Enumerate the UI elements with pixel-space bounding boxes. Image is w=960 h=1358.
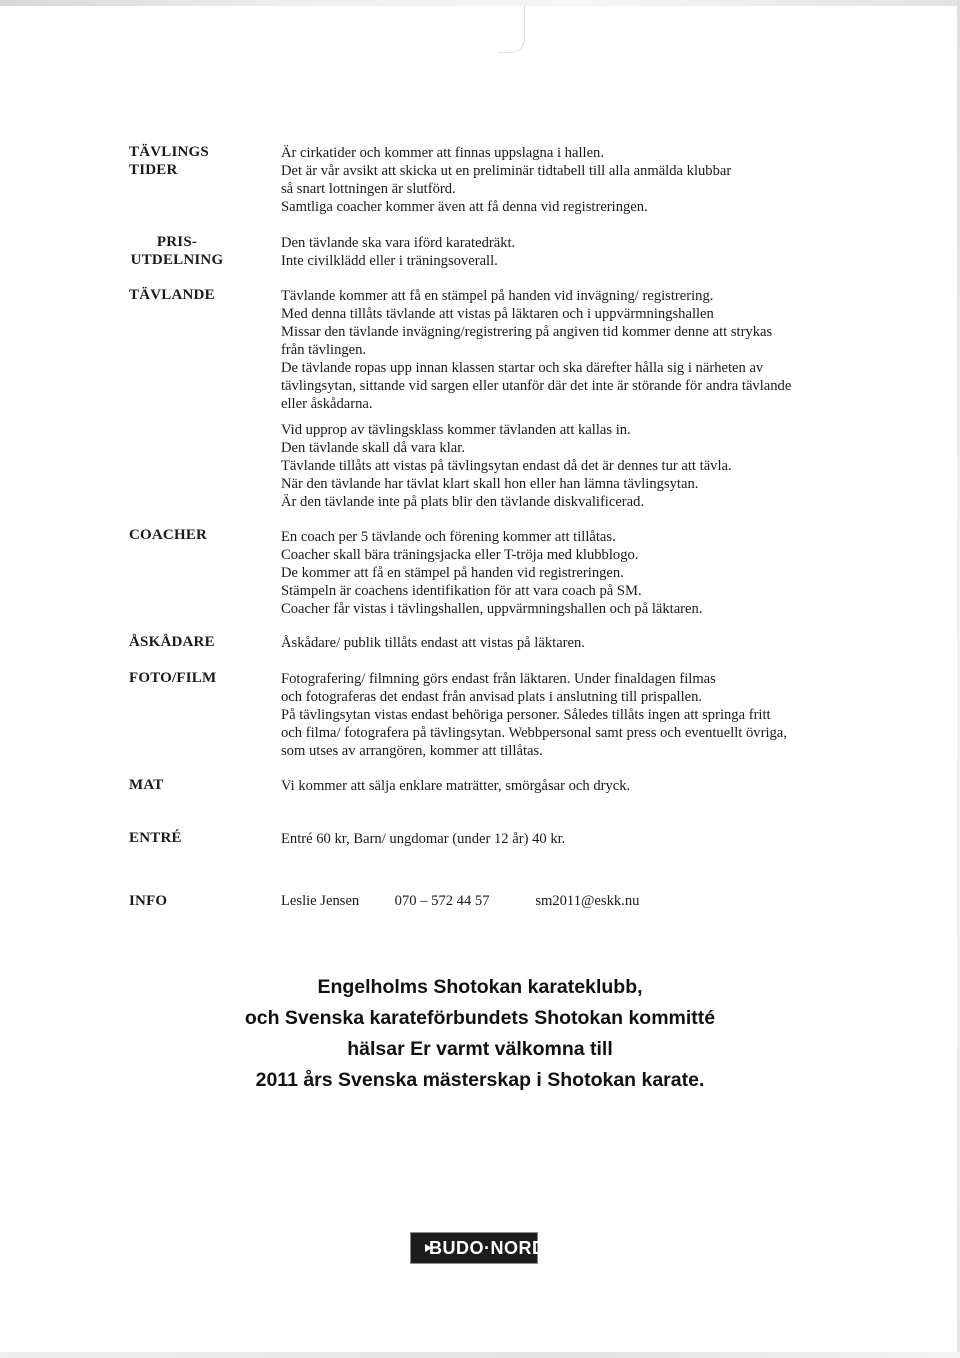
text-line: På tävlingsytan vistas endast behöriga personer. Således tillåts ingen att springa fritt bbox=[281, 707, 771, 723]
text-line: När den tävlande har tävlat klart skall hon eller han lämna tävlingsytan. bbox=[281, 476, 699, 492]
label-line: TÄVLINGS bbox=[129, 144, 209, 160]
text-line: eller åskådarna. bbox=[281, 396, 373, 412]
section-label-mat bbox=[129, 776, 259, 794]
text-line: och filma/ fotografera på tävlingsytan. Webbpersonal samt press och eventuellt övriga, bbox=[281, 725, 787, 741]
closing-line: 2011 års Svenska mästerskap i Shotokan karate. bbox=[255, 1069, 705, 1091]
text-line: Samtliga coacher kommer även att få denna vid registreringen. bbox=[281, 199, 648, 215]
label-line: FOTO/FILM bbox=[129, 670, 217, 686]
label-line: ENTRÉ bbox=[129, 830, 182, 846]
text-line: Tävlande kommer att få en stämpel på handen vid invägning/ registrering. bbox=[281, 288, 714, 304]
contact-phone: 070 – 572 44 57 bbox=[394, 893, 490, 909]
text-line: En coach per 5 tävlande och förening kommer att tillåtas. bbox=[281, 529, 616, 545]
text-line: Det är vår avsikt att skicka ut en preliminär tidtabell till alla anmälda klubbar bbox=[281, 163, 732, 179]
contact-email: sm2011@eskk.nu bbox=[535, 893, 640, 909]
label-line: MAT bbox=[129, 777, 164, 793]
text-line: Den tävlande skall då vara klar. bbox=[281, 440, 465, 456]
text-line: Med denna tillåts tävlande att vistas på läktaren och i uppvärmningshallen bbox=[281, 306, 714, 322]
section-label-fotofilm bbox=[129, 669, 259, 687]
label-line: TIDER bbox=[129, 162, 178, 178]
label-line: TÄVLANDE bbox=[129, 287, 215, 303]
text-line: från tävlingen. bbox=[281, 342, 367, 358]
text-line: Vid upprop av tävlingsklass kommer tävlanden att kallas in. bbox=[281, 422, 631, 438]
text-line: De tävlande ropas upp innan klassen startar och ska därefter hålla sig i närheten av bbox=[281, 360, 764, 376]
text-line: Coacher får vistas i tävlingshallen, uppvärmningshallen och på läktaren. bbox=[281, 601, 703, 617]
section-content-tavlingstider bbox=[281, 144, 841, 216]
section-label-tavlingstider bbox=[129, 143, 259, 179]
text-line: Är cirkatider och kommer att finnas uppslagna i hallen. bbox=[281, 145, 604, 161]
label-line: INFO bbox=[129, 893, 168, 909]
label-line: COACHER bbox=[129, 527, 208, 543]
text-line: De kommer att få en stämpel på handen vid registreringen. bbox=[281, 565, 624, 581]
text-line: som utses av arrangören, kommer att tillåtas. bbox=[281, 743, 543, 759]
text-line: Är den tävlande inte på plats blir den tävlande diskvalificerad. bbox=[281, 494, 645, 510]
section-label-entre bbox=[129, 829, 259, 847]
budo-nord-logo bbox=[410, 1232, 546, 1264]
section-label-askadare bbox=[129, 633, 259, 651]
text-line: så snart lottningen är slutförd. bbox=[281, 181, 456, 197]
text-line: tävlingsytan, sittande vid sargen eller utanför där det inte är störande för andra tävlande bbox=[281, 378, 792, 394]
label-line: PRIS- bbox=[156, 234, 198, 250]
paper-fold-mark bbox=[498, 6, 525, 53]
section-label-tavlande bbox=[129, 286, 259, 304]
section-label-info bbox=[129, 892, 259, 910]
text-line: Den tävlande ska vara iförd karatedräkt. bbox=[281, 235, 516, 251]
text-line: Entré 60 kr, Barn/ ungdomar (under 12 år) 40 kr. bbox=[281, 831, 566, 847]
scan-edge-top bbox=[0, 0, 960, 6]
section-content-prisutdelning bbox=[281, 234, 841, 270]
text-line: Stämpeln är coachens identifikation för att vara coach på SM. bbox=[281, 583, 642, 599]
label-line: UTDELNING bbox=[130, 252, 224, 268]
section-content-askadare bbox=[281, 634, 841, 652]
text-line: Vi kommer att sälja enklare maträtter, smörgåsar och dryck. bbox=[281, 778, 631, 794]
section-label-prisutdelning bbox=[112, 233, 242, 269]
contact-info-row bbox=[281, 892, 639, 910]
text-line: Tävlande tillåts att vistas på tävlingsytan endast då det är dennes tur att tävla. bbox=[281, 458, 732, 474]
text-line: Missar den tävlande invägning/registrering på angiven tid kommer denne att strykas bbox=[281, 324, 773, 340]
section-content-mat bbox=[281, 777, 841, 795]
section-content-entre bbox=[281, 830, 841, 848]
text-line: Fotografering/ filmning görs endast från läktaren. Under finaldagen filmas bbox=[281, 671, 716, 687]
text-line: Inte civilklädd eller i träningsoverall. bbox=[281, 253, 498, 269]
logo-text: BUDO·NORD bbox=[429, 1237, 546, 1258]
text-line: och fotograferas det endast från anvisad plats i anslutning till prispallen. bbox=[281, 689, 703, 705]
label-line: ÅSKÅDARE bbox=[129, 634, 215, 650]
text-line: Coacher skall bära träningsjacka eller T-tröja med klubblogo. bbox=[281, 547, 639, 563]
section-content-coacher bbox=[281, 528, 841, 618]
closing-line: hälsar Er varmt välkomna till bbox=[347, 1038, 613, 1060]
section-content-fotofilm bbox=[281, 670, 841, 760]
contact-name: Leslie Jensen bbox=[281, 893, 360, 909]
section-content-tavlande-upprop bbox=[281, 421, 841, 511]
scan-edge-bottom bbox=[0, 1352, 960, 1358]
closing-greeting bbox=[0, 972, 960, 1096]
section-content-tavlande bbox=[281, 287, 841, 413]
text-line: Åskådare/ publik tillåts endast att vistas på läktaren. bbox=[281, 635, 585, 651]
closing-line: och Svenska karateförbundets Shotokan kommitté bbox=[244, 1007, 716, 1029]
section-label-coacher bbox=[129, 526, 259, 544]
closing-line: Engelholms Shotokan karateklubb, bbox=[317, 976, 643, 998]
